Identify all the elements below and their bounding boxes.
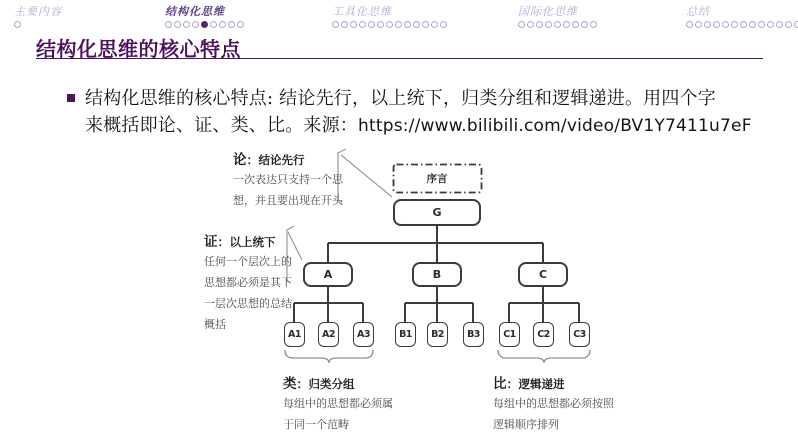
nav-frame-dots[interactable] <box>14 21 62 28</box>
annotation-heading <box>283 372 393 392</box>
bullet-text-line1: 结构化思维的核心特点: 结论先行，以上统下，归类分组和逻辑递进。用四个字 <box>85 88 716 109</box>
nav-dot[interactable] <box>368 21 375 28</box>
nav-bar <box>0 0 798 28</box>
annotation-lei <box>283 372 393 434</box>
annotation-separator: ： <box>217 235 230 249</box>
source-url-link[interactable]: https://www.bilibili.com/video/BV1Y7411u7eF <box>358 116 752 136</box>
nav-dot[interactable] <box>332 21 339 28</box>
nav-dot[interactable] <box>686 21 693 28</box>
nav-section-label[interactable]: 主要内容 <box>14 5 62 18</box>
group-a-underbrace <box>285 350 373 363</box>
level2-node: B <box>412 262 462 287</box>
group-c-underbrace <box>498 350 590 363</box>
annotation-heading <box>233 148 343 168</box>
nav-dot[interactable] <box>386 21 393 28</box>
annotation-key: 类 <box>283 376 297 392</box>
nav-dot[interactable] <box>431 21 438 28</box>
annotation-title: 结论先行 <box>258 153 305 167</box>
level3-node: C1 <box>499 322 520 347</box>
nav-section-main-contents[interactable] <box>14 3 62 28</box>
nav-dot[interactable] <box>563 21 570 28</box>
nav-frame-dots[interactable] <box>518 21 597 28</box>
lun-pointer-line <box>341 155 392 197</box>
annotation-desc: 于同一个范畴 <box>283 418 349 431</box>
nav-dot[interactable] <box>731 21 738 28</box>
nav-section-structured-thinking[interactable] <box>165 3 244 28</box>
annotation-key: 比 <box>493 376 507 392</box>
level3-node: C2 <box>533 322 554 347</box>
nav-section-summary[interactable] <box>686 3 798 28</box>
annotation-zheng <box>204 230 292 334</box>
nav-dot[interactable] <box>794 21 798 28</box>
nav-dot[interactable] <box>395 21 402 28</box>
nav-dot[interactable] <box>554 21 561 28</box>
annotation-desc: 每组中的思想都必须属 <box>283 397 393 410</box>
annotation-desc: 概括 <box>204 318 226 331</box>
annotation-bi <box>493 372 614 434</box>
annotation-separator: ： <box>246 153 259 167</box>
bullet-square-icon <box>67 94 75 102</box>
nav-section-label[interactable]: 工具化思维 <box>332 5 392 18</box>
nav-dot[interactable] <box>377 21 384 28</box>
annotation-title: 逻辑递进 <box>518 377 565 391</box>
nav-dot[interactable] <box>740 21 747 28</box>
nav-dot[interactable] <box>722 21 729 28</box>
nav-dot[interactable] <box>350 21 357 28</box>
level2-node: C <box>518 262 568 287</box>
annotation-title: 以上统下 <box>229 235 276 249</box>
nav-dot[interactable] <box>581 21 588 28</box>
nav-frame-dots[interactable] <box>686 21 798 28</box>
nav-section-label[interactable]: 总结 <box>686 5 710 18</box>
nav-dot[interactable] <box>749 21 756 28</box>
annotation-key: 论 <box>233 152 247 168</box>
nav-dot[interactable] <box>165 21 172 28</box>
annotation-desc: 思想都必须是其下 <box>204 276 292 289</box>
level3-node: A2 <box>318 322 339 347</box>
annotation-title: 归类分组 <box>308 377 355 391</box>
preface-node: 序言 <box>426 173 448 185</box>
nav-dot[interactable] <box>590 21 597 28</box>
annotation-separator: ： <box>506 377 519 391</box>
annotation-desc: 逻辑顺序排列 <box>493 418 559 431</box>
nav-dot[interactable] <box>518 21 525 28</box>
nav-dot[interactable] <box>237 21 244 28</box>
annotation-heading <box>204 230 292 250</box>
nav-dot[interactable] <box>422 21 429 28</box>
nav-dot[interactable] <box>440 21 447 28</box>
nav-dot[interactable] <box>359 21 366 28</box>
root-node: G <box>393 199 481 226</box>
level3-node: B1 <box>395 322 416 347</box>
level3-node: A1 <box>284 322 305 347</box>
nav-dot[interactable] <box>404 21 411 28</box>
nav-dot[interactable] <box>14 21 21 28</box>
annotation-key: 证 <box>204 234 218 250</box>
nav-frame-dots[interactable] <box>332 21 447 28</box>
level3-node: A3 <box>353 322 374 347</box>
nav-dot[interactable] <box>572 21 579 28</box>
nav-dot[interactable] <box>210 21 217 28</box>
annotation-desc: 任何一个层次上的 <box>204 255 292 268</box>
nav-dot[interactable] <box>174 21 181 28</box>
nav-section-international-thinking[interactable] <box>518 3 597 28</box>
annotation-desc: 每组中的思想都必须按照 <box>493 397 614 410</box>
nav-dot[interactable] <box>341 21 348 28</box>
nav-dot-current[interactable] <box>201 21 208 28</box>
annotation-desc: 一次表达只支持一个思 <box>233 173 343 186</box>
nav-dot[interactable] <box>785 21 792 28</box>
nav-dot[interactable] <box>776 21 783 28</box>
level3-node: B2 <box>427 322 448 347</box>
annotation-desc: 一层次思想的总结 <box>204 297 292 310</box>
title-divider <box>36 58 763 59</box>
nav-dot[interactable] <box>527 21 534 28</box>
nav-section-label[interactable]: 结构化思维 <box>165 5 225 18</box>
annotation-separator: ： <box>296 377 309 391</box>
nav-dot[interactable] <box>758 21 765 28</box>
annotation-desc: 想，并且要出现在开头 <box>233 194 343 207</box>
nav-dot[interactable] <box>767 21 774 28</box>
nav-dot[interactable] <box>192 21 199 28</box>
nav-dot[interactable] <box>219 21 226 28</box>
nav-dot[interactable] <box>413 21 420 28</box>
nav-dot[interactable] <box>545 21 552 28</box>
nav-dot[interactable] <box>695 21 702 28</box>
level2-node: A <box>303 262 353 287</box>
nav-dot[interactable] <box>183 21 190 28</box>
nav-dot[interactable] <box>228 21 235 28</box>
nav-dot[interactable] <box>536 21 543 28</box>
bullet-text-line2 <box>85 111 752 137</box>
level3-node: B3 <box>463 322 484 347</box>
annotation-heading <box>493 372 614 392</box>
annotation-lun <box>233 148 343 210</box>
page-title: 结构化思维的核心特点 <box>36 37 241 61</box>
nav-section-label[interactable]: 国际化思维 <box>518 5 578 18</box>
nav-section-tool-thinking[interactable] <box>332 3 447 28</box>
nav-frame-dots[interactable] <box>165 21 244 28</box>
bullet-text-line2-prefix: 来概括即论、证、类、比。来源： <box>85 115 358 136</box>
level3-node: C3 <box>569 322 590 347</box>
nav-dot[interactable] <box>704 21 711 28</box>
nav-dot[interactable] <box>713 21 720 28</box>
